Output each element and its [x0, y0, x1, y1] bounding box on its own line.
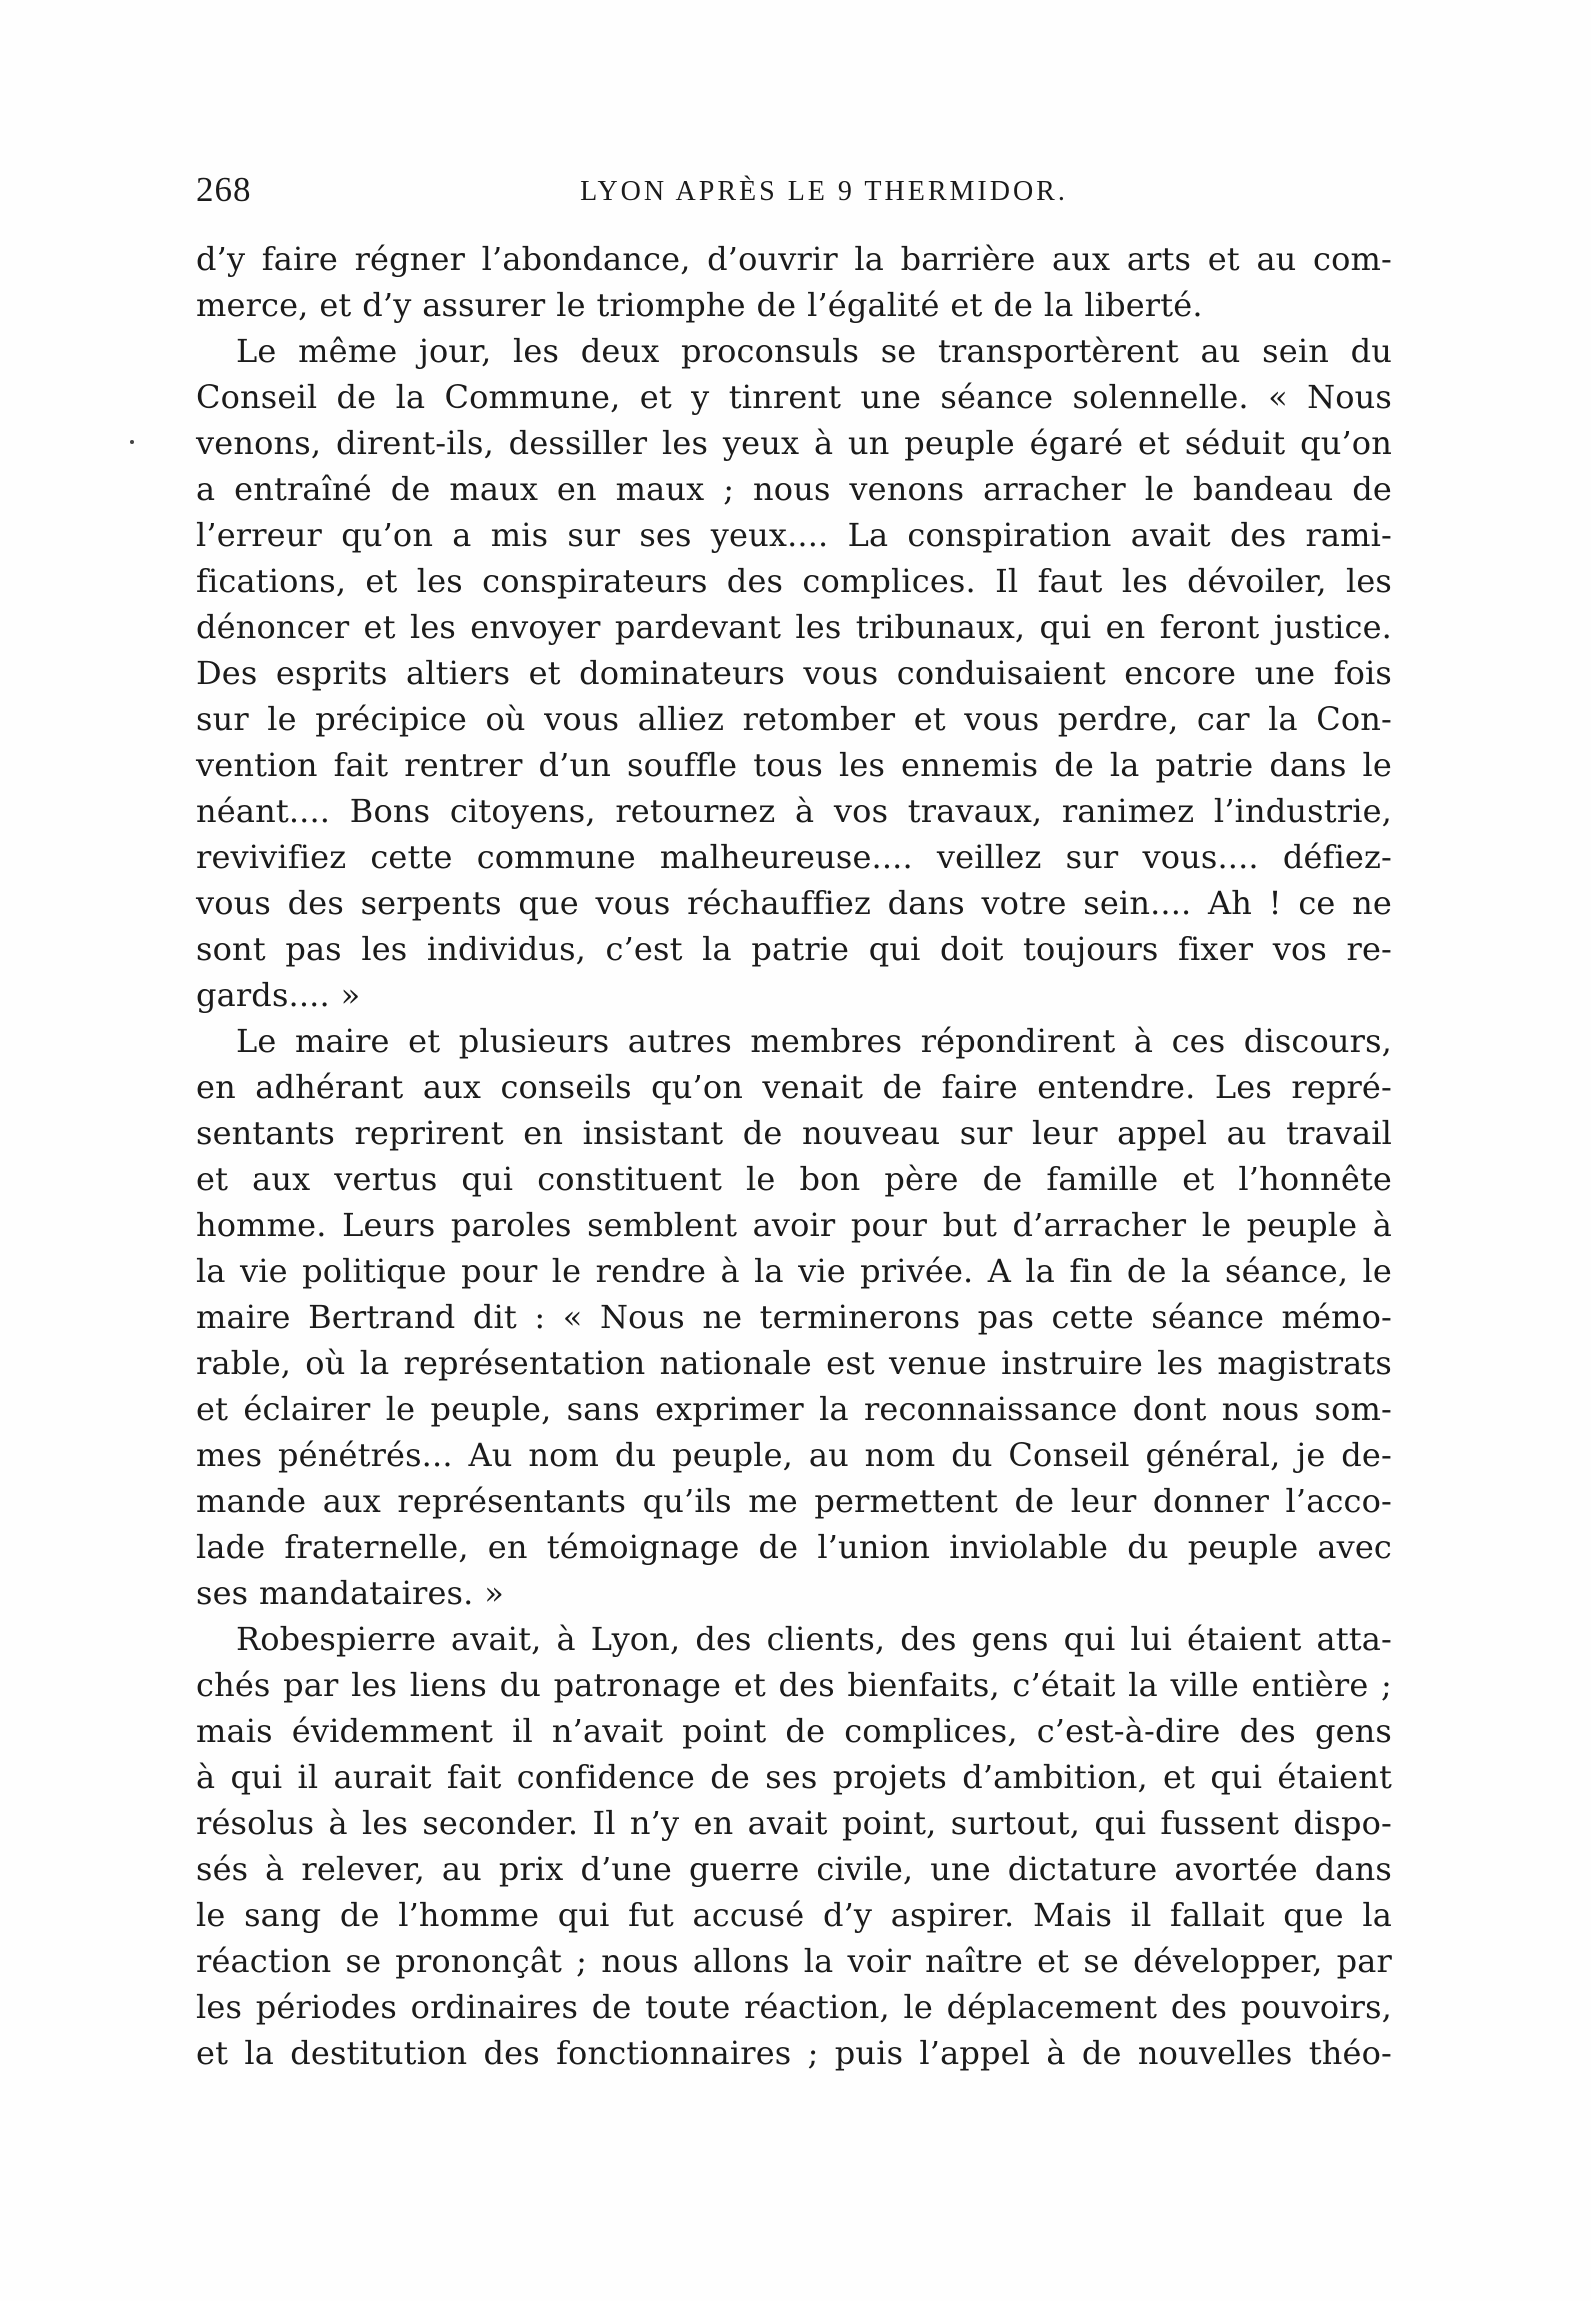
text-line: sés à relever, au prix d’une guerre civile, une dictature avortée dans	[196, 1850, 1392, 1888]
text-line: mes pénétrés... Au nom du peuple, au nom du Conseil général, je de-	[196, 1436, 1392, 1474]
page-number: 268	[196, 170, 252, 209]
text-line: résolus à les seconder. Il n’y en avait point, surtout, qui fussent dispo-	[196, 1804, 1392, 1842]
text-line: dénoncer et les envoyer pardevant les tribunaux, qui en feront justice.	[196, 608, 1392, 646]
text-line: Des esprits altiers et dominateurs vous conduisaient encore une fois	[196, 654, 1392, 692]
text-line: venons, dirent-ils, dessiller les yeux à un peuple égaré et séduit qu’on	[196, 424, 1392, 462]
text-line: à qui il aurait fait confidence de ses projets d’ambition, et qui étaient	[196, 1758, 1392, 1796]
text-line: néant.... Bons citoyens, retournez à vos travaux, ranimez l’industrie,	[196, 792, 1392, 830]
running-title: LYON APRÈS LE 9 THERMIDOR.	[580, 176, 1068, 207]
text-line: fications, et les conspirateurs des complices. Il faut les dévoiler, les	[196, 562, 1392, 600]
text-line: sur le précipice où vous alliez retomber et vous perdre, car la Con-	[196, 700, 1392, 738]
text-line: Le même jour, les deux proconsuls se transportèrent au sein du	[236, 332, 1392, 370]
text-line: les périodes ordinaires de toute réaction, le déplacement des pouvoirs,	[196, 1988, 1392, 2026]
text-line: en adhérant aux conseils qu’on venait de faire entendre. Les repré-	[196, 1068, 1392, 1106]
text-line: maire Bertrand dit : « Nous ne terminerons pas cette séance mémo-	[196, 1298, 1392, 1336]
running-head	[196, 170, 1392, 220]
text-line: mais évidemment il n’avait point de complices, c’est-à-dire des gens	[196, 1712, 1392, 1750]
text-line: l’erreur qu’on a mis sur ses yeux.... La conspiration avait des rami-	[196, 516, 1392, 554]
text-line: rable, où la représentation nationale est venue instruire les magistrats	[196, 1344, 1392, 1382]
text-line: merce, et d’y assurer le triomphe de l’égalité et de la liberté.	[196, 286, 1203, 324]
text-line: et la destitution des fonctionnaires ; puis l’appel à de nouvelles théo-	[196, 2034, 1392, 2072]
text-line: vous des serpents que vous réchauffiez dans votre sein.... Ah ! ce ne	[196, 884, 1392, 922]
text-line: sont pas les individus, c’est la patrie qui doit toujours fixer vos re-	[196, 930, 1392, 968]
body-text	[196, 236, 1392, 2076]
text-line: Robespierre avait, à Lyon, des clients, des gens qui lui étaient atta-	[236, 1620, 1392, 1658]
text-line: sentants reprirent en insistant de nouveau sur leur appel au travail	[196, 1114, 1392, 1152]
text-line: revivifiez cette commune malheureuse.... veillez sur vous.... défiez-	[196, 838, 1392, 876]
text-line: gards.... »	[196, 976, 361, 1014]
text-line: ses mandataires. »	[196, 1574, 504, 1612]
text-line: Conseil de la Commune, et y tinrent une séance solennelle. « Nous	[196, 378, 1392, 416]
text-line: a entraîné de maux en maux ; nous venons arracher le bandeau de	[196, 470, 1392, 508]
margin-mark	[130, 440, 134, 444]
text-line: Le maire et plusieurs autres membres répondirent à ces discours,	[236, 1022, 1392, 1060]
text-line: la vie politique pour le rendre à la vie privée. A la fin de la séance, le	[196, 1252, 1392, 1290]
text-line: vention fait rentrer d’un souffle tous les ennemis de la patrie dans le	[196, 746, 1392, 784]
text-line: d’y faire régner l’abondance, d’ouvrir la barrière aux arts et au com-	[196, 240, 1392, 278]
text-line: réaction se prononçât ; nous allons la voir naître et se développer, par	[196, 1942, 1392, 1980]
text-line: et éclairer le peuple, sans exprimer la reconnaissance dont nous som-	[196, 1390, 1392, 1428]
text-line: et aux vertus qui constituent le bon père de famille et l’honnête	[196, 1160, 1392, 1198]
text-line: mande aux représentants qu’ils me permettent de leur donner l’acco-	[196, 1482, 1392, 1520]
text-line: lade fraternelle, en témoignage de l’union inviolable du peuple avec	[196, 1528, 1392, 1566]
text-line: le sang de l’homme qui fut accusé d’y aspirer. Mais il fallait que la	[196, 1896, 1392, 1934]
text-line: chés par les liens du patronage et des bienfaits, c’était la ville entière ;	[196, 1666, 1392, 1704]
text-line: homme. Leurs paroles semblent avoir pour but d’arracher le peuple à	[196, 1206, 1392, 1244]
